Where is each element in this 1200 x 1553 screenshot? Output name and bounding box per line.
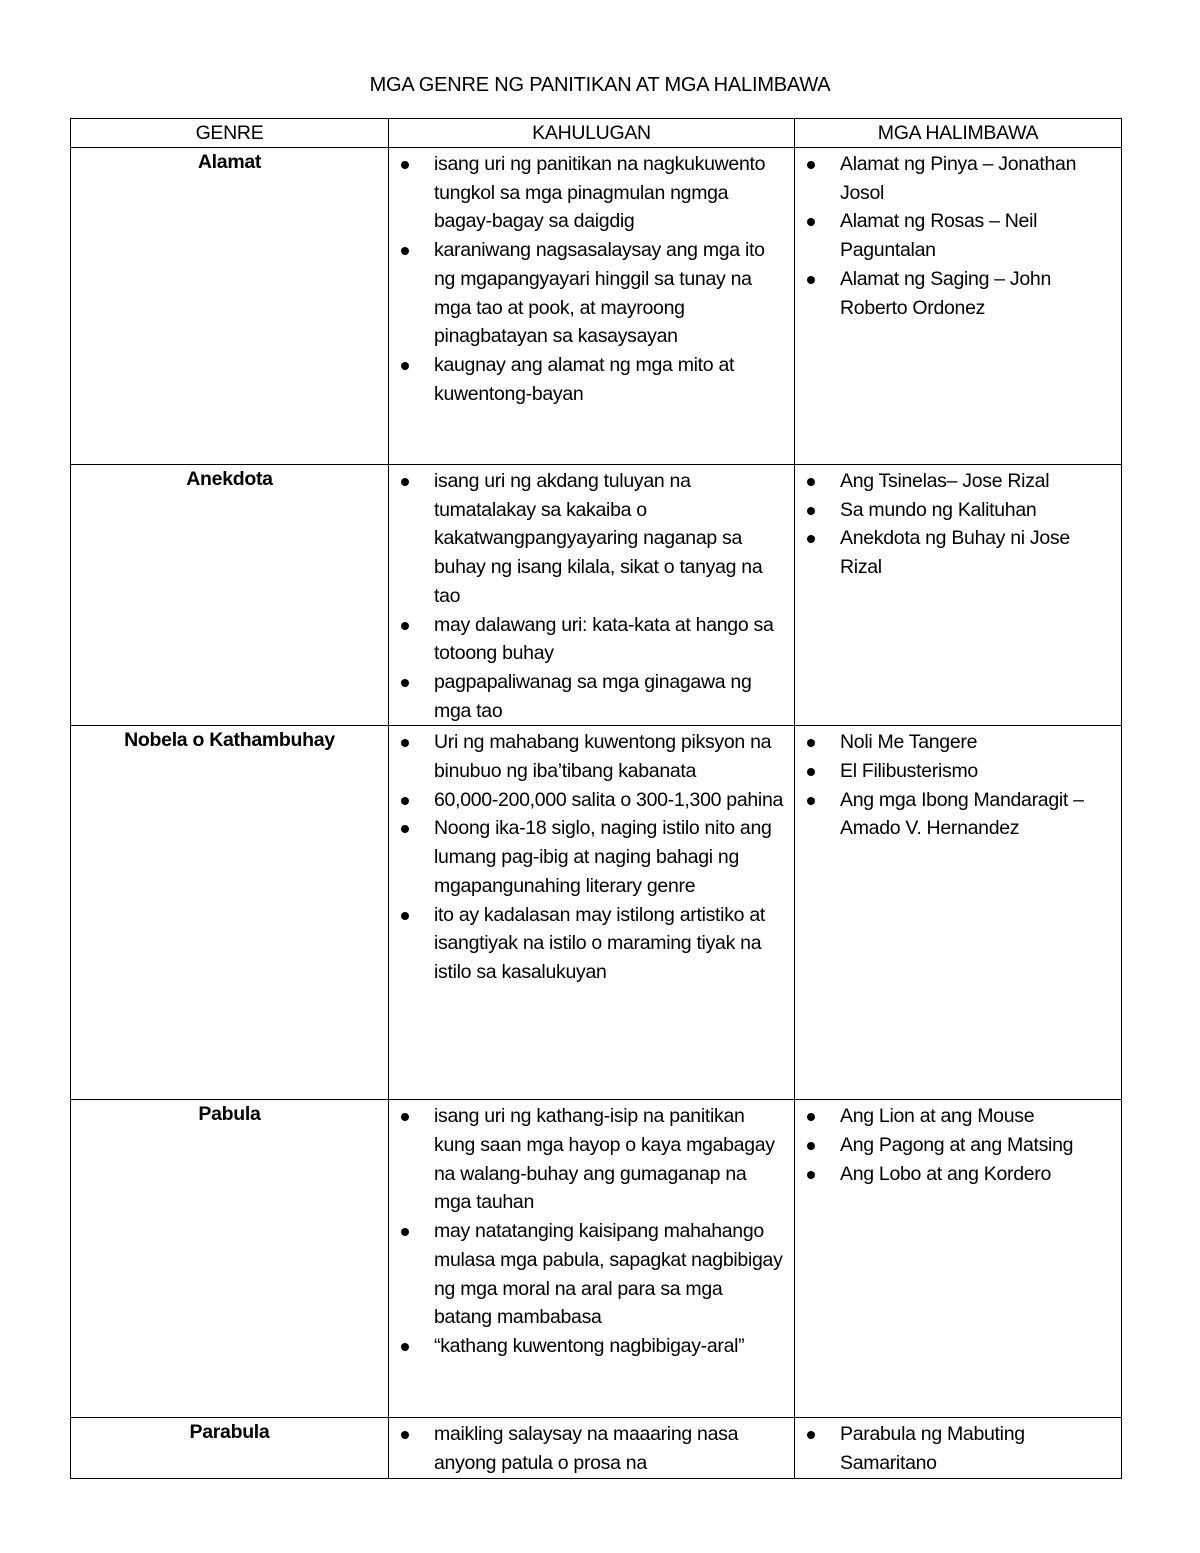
header-genre: GENRE [71,119,389,148]
halimbawa-cell [795,1100,1122,1418]
list-item: Alamat ng Saging – John Roberto Ordonez [795,265,1111,322]
table-row [71,726,1122,1100]
list-item: Ang Tsinelas– Jose Rizal [795,467,1111,496]
kahulugan-cell [389,148,795,465]
kahulugan-list [389,1418,794,1477]
list-item: Ang Lion at ang Mouse [795,1102,1111,1131]
list-item: Anekdota ng Buhay ni Jose Rizal [795,524,1111,581]
genre-name: Parabula [71,1418,389,1478]
table-row [71,148,1122,465]
kahulugan-cell [389,465,795,726]
halimbawa-list [795,1418,1121,1477]
halimbawa-cell [795,148,1122,465]
table-row [71,1418,1122,1478]
list-item: kaugnay ang alamat ng mga mito at kuwentong-bayan [389,351,784,408]
halimbawa-cell [795,465,1122,726]
list-item: Parabula ng Mabuting Samaritano [795,1420,1111,1477]
genre-name: Pabula [71,1100,389,1418]
kahulugan-cell [389,726,795,1100]
list-item: Uri ng mahabang kuwentong piksyon na binubuo ng iba’tibang kabanata [389,728,784,785]
list-item: maikling salaysay na maaaring nasa anyong patula o prosa na [389,1420,784,1477]
list-item: Ang Pagong at ang Matsing [795,1131,1111,1160]
header-kahulugan: KAHULUGAN [389,119,795,148]
list-item: isang uri ng akdang tuluyan na tumatalakay sa kakaiba o kakatwangpangyayaring naganap sa buhay ng isang kilala, sikat o tanyag na tao [389,467,784,611]
halimbawa-cell [795,1418,1122,1478]
kahulugan-cell [389,1100,795,1418]
halimbawa-list [795,726,1121,843]
header-halimbawa: MGA HALIMBAWA [795,119,1122,148]
kahulugan-list [389,148,794,408]
list-item: karaniwang nagsasalaysay ang mga ito ng mgapangyayari hinggil sa tunay na mga tao at pook, at mayroong pinagbatayan sa kasaysayan [389,236,784,351]
kahulugan-list [389,1100,794,1360]
halimbawa-list [795,465,1121,582]
list-item: 60,000-200,000 salita o 300-1,300 pahina [389,786,784,815]
table-row [71,1100,1122,1418]
halimbawa-list [795,148,1121,322]
list-item: Ang mga Ibong Mandaragit – Amado V. Hernandez [795,786,1111,843]
list-item: Noong ika-18 siglo, naging istilo nito ang lumang pag-ibig at naging bahagi ng mgapangunahing literary genre [389,814,784,900]
list-item: may dalawang uri: kata-kata at hango sa totoong buhay [389,611,784,668]
table-header-row [71,119,1122,148]
genre-name: Nobela o Kathambuhay [71,726,389,1100]
halimbawa-cell [795,726,1122,1100]
list-item: “kathang kuwentong nagbibigay-aral” [389,1332,784,1361]
list-item: Alamat ng Pinya – Jonathan Josol [795,150,1111,207]
list-item: isang uri ng kathang-isip na panitikan kung saan mga hayop o kaya mgabagay na walang-buhay ang gumaganap na mga tauhan [389,1102,784,1217]
list-item: Alamat ng Rosas – Neil Paguntalan [795,207,1111,264]
list-item: Sa mundo ng Kalituhan [795,496,1111,525]
list-item: Ang Lobo at ang Kordero [795,1160,1111,1189]
page-title: MGA GENRE NG PANITIKAN AT MGA HALIMBAWA [369,74,831,96]
genre-name: Anekdota [71,465,389,726]
table-row [71,465,1122,726]
list-item: isang uri ng panitikan na nagkukuwento tungkol sa mga pinagmulan ngmga bagay-bagay sa daigdig [389,150,784,236]
kahulugan-list [389,726,794,986]
genre-table [70,118,1122,1479]
halimbawa-list [795,1100,1121,1188]
list-item: may natatanging kaisipang mahahango mulasa mga pabula, sapagkat nagbibigay ng mga moral na aral para sa mga batang mambabasa [389,1217,784,1332]
list-item: ito ay kadalasan may istilong artistiko at isangtiyak na istilo o maraming tiyak na istilo sa kasalukuyan [389,901,784,987]
genre-name: Alamat [71,148,389,465]
kahulugan-cell [389,1418,795,1478]
list-item: Noli Me Tangere [795,728,1111,757]
kahulugan-list [389,465,794,725]
list-item: pagpapaliwanag sa mga ginagawa ng mga tao [389,668,784,725]
list-item: El Filibusterismo [795,757,1111,786]
